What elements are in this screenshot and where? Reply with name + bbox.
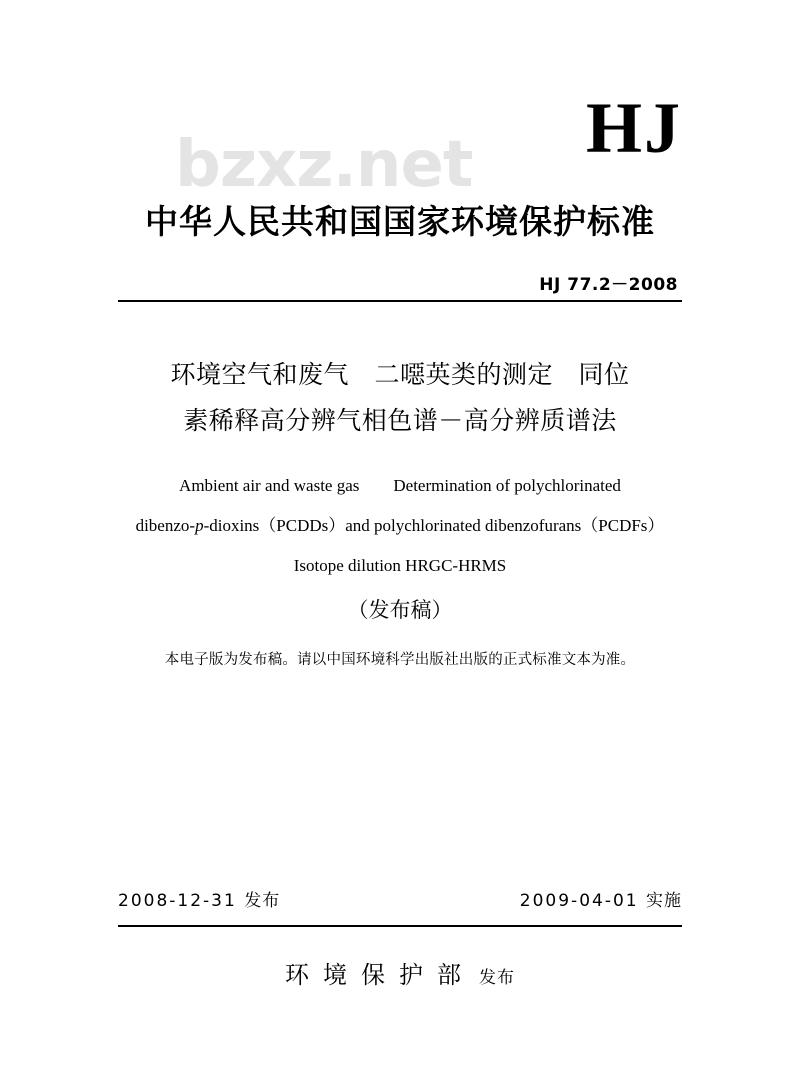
standard-title-cn: 中华人民共和国国家环境保护标准 <box>145 202 655 241</box>
title-en-line-3: Isotope dilution HRGC-HRMS <box>293 555 507 575</box>
title-en-line-2 <box>90 506 710 546</box>
draft-status-note: （发布稿） <box>347 598 453 622</box>
electronic-version-notice: 本电子版为发布稿。请以中国环境科学出版社出版的正式标准文本为准。 <box>164 652 636 668</box>
footer-divider <box>118 925 682 927</box>
title-en-line-2-part-a: dibenzo- <box>135 515 196 535</box>
title-en-line-1: Ambient air and waste gas Determination of polychlorinated <box>179 476 621 495</box>
effective-date-group <box>520 886 682 911</box>
title-en-line-2-part-b: -dioxins（PCDDs）and polychlorinated dibenzofurans（PCDFs） <box>203 515 665 535</box>
effective-date: 2009-04-01 <box>519 891 639 911</box>
issuer-block <box>0 955 800 990</box>
issuer-organization: 环境保护部 <box>285 961 475 989</box>
issuer-verb: 发布 <box>479 968 515 988</box>
title-cn-line-2: 素稀释高分辨气相色谱－高分辨质谱法 <box>183 406 617 436</box>
dates-row <box>118 886 682 911</box>
issue-date: 2008-12-31 <box>118 891 237 911</box>
hj-logo: HJ <box>585 88 682 168</box>
header-divider <box>118 300 682 302</box>
standard-number-prefix: HJ <box>539 275 561 295</box>
issue-label: 发布 <box>244 891 281 911</box>
standard-number <box>539 270 678 295</box>
title-en-line-2-italic: p <box>195 515 204 535</box>
title-en-block <box>90 466 710 586</box>
title-block <box>100 352 700 445</box>
standard-number-value: 77.2－2008 <box>567 275 678 295</box>
effective-label: 实施 <box>646 891 682 911</box>
issue-date-group <box>118 886 280 911</box>
title-cn-line-1: 环境空气和废气 二噁英类的测定 同位 <box>170 360 630 389</box>
watermark-text: bzxz.net <box>175 128 473 202</box>
